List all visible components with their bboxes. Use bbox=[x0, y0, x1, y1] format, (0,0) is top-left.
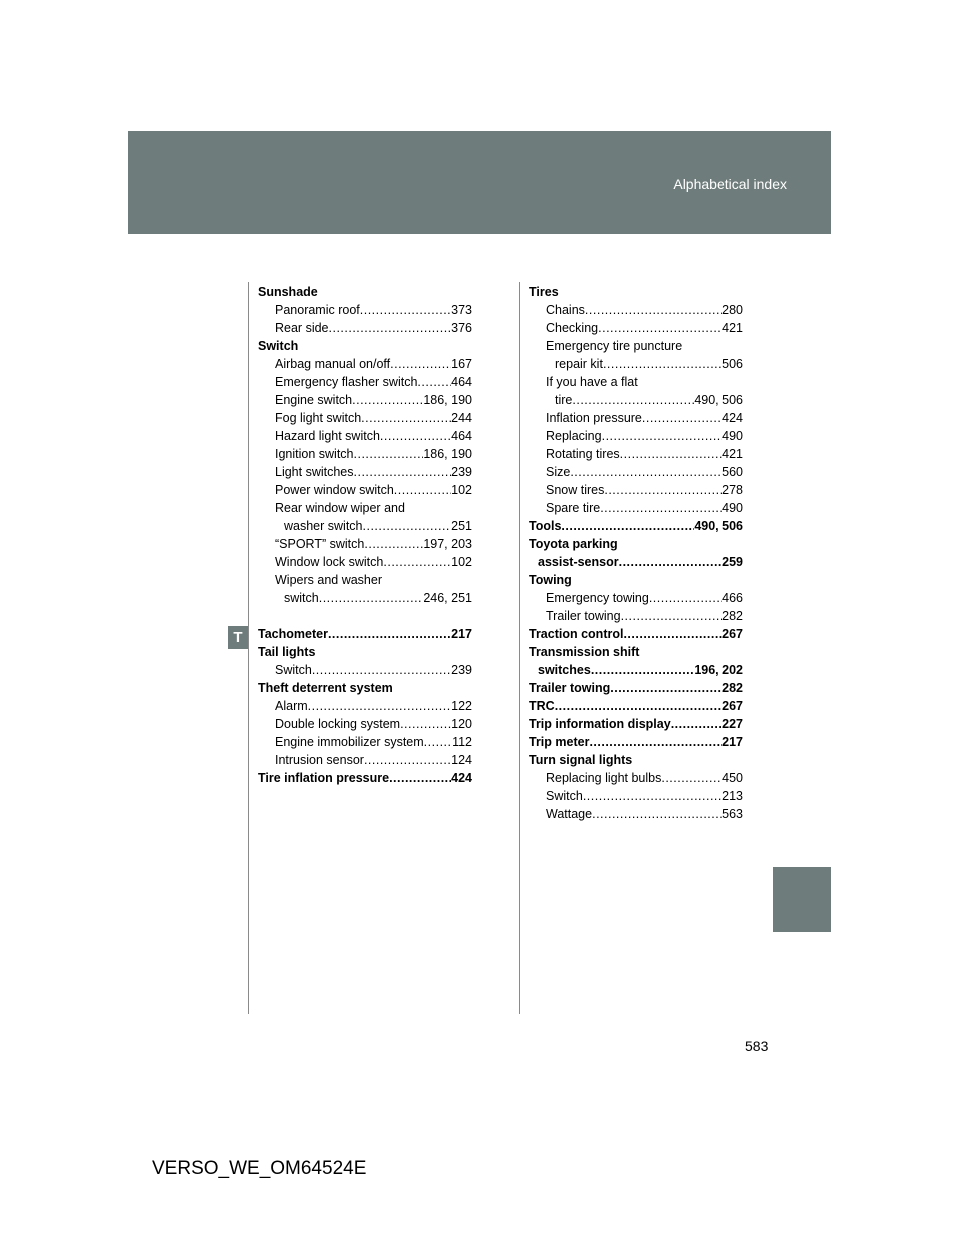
index-column-right bbox=[529, 283, 743, 823]
index-entry: Switch ..... 213 bbox=[529, 787, 743, 805]
divider-middle bbox=[519, 282, 520, 1014]
index-entry: Trailer towing ..... 282 bbox=[529, 679, 743, 697]
index-entry: Size ..... 560 bbox=[529, 463, 743, 481]
header-band bbox=[128, 131, 831, 234]
index-entry: Trip information display ..... 227 bbox=[529, 715, 743, 733]
index-heading: Turn signal lights bbox=[529, 753, 633, 767]
index-entry: Snow tires ..... 278 bbox=[529, 481, 743, 499]
index-entry: Tools ..... 490, 506 bbox=[529, 517, 743, 535]
index-heading: Switch bbox=[258, 339, 299, 353]
divider-left bbox=[248, 282, 249, 1014]
thumb-tab bbox=[773, 867, 831, 932]
index-entry: Light switches ..... 239 bbox=[258, 463, 472, 481]
index-entry-line: Rear window wiper and bbox=[275, 501, 405, 515]
index-entry: Panoramic roof ..... 373 bbox=[258, 301, 472, 319]
index-entry: Double locking system ..... 120 bbox=[258, 715, 472, 733]
index-entry: assist-sensor ..... 259 bbox=[529, 553, 743, 571]
index-entry: Hazard light switch ..... 464 bbox=[258, 427, 472, 445]
index-heading: Tires bbox=[529, 285, 559, 299]
index-entry: Trip meter ..... 217 bbox=[529, 733, 743, 751]
index-entry: Inflation pressure ..... 424 bbox=[529, 409, 743, 427]
index-entry: Ignition switch ..... 186, 190 bbox=[258, 445, 472, 463]
index-entry: Emergency towing ..... 466 bbox=[529, 589, 743, 607]
index-entry: repair kit ..... 506 bbox=[529, 355, 743, 373]
index-entry: “SPORT” switch ..... 197, 203 bbox=[258, 535, 472, 553]
index-entry: Switch ..... 239 bbox=[258, 661, 472, 679]
index-heading: Sunshade bbox=[258, 285, 318, 299]
document-code: VERSO_WE_OM64524E bbox=[152, 1158, 367, 1179]
index-entry-line: If you have a flat bbox=[546, 375, 638, 389]
index-heading: Theft deterrent system bbox=[258, 681, 393, 695]
index-entry: Power window switch ..... 102 bbox=[258, 481, 472, 499]
index-entry: Checking ..... 421 bbox=[529, 319, 743, 337]
index-entry: switch ..... 246, 251 bbox=[258, 589, 472, 607]
index-entry: Airbag manual on/off ..... 167 bbox=[258, 355, 472, 373]
index-entry: Intrusion sensor ..... 124 bbox=[258, 751, 472, 769]
index-entry: Alarm ..... 122 bbox=[258, 697, 472, 715]
index-entry: Fog light switch ..... 244 bbox=[258, 409, 472, 427]
index-entry: TRC ..... 267 bbox=[529, 697, 743, 715]
index-heading: Tail lights bbox=[258, 645, 316, 659]
index-entry: Tachometer ..... 217 bbox=[258, 625, 472, 643]
index-entry: switches ..... 196, 202 bbox=[529, 661, 743, 679]
index-heading: Towing bbox=[529, 573, 572, 587]
letter-tab: T bbox=[228, 626, 248, 649]
index-entry: Spare tire ..... 490 bbox=[529, 499, 743, 517]
index-entry-line: Transmission shift bbox=[529, 645, 640, 659]
index-entry: Wattage ..... 563 bbox=[529, 805, 743, 823]
index-entry: Trailer towing ..... 282 bbox=[529, 607, 743, 625]
page-number: 583 bbox=[745, 1038, 769, 1054]
index-entry: Engine switch ..... 186, 190 bbox=[258, 391, 472, 409]
section-title: Alphabetical index bbox=[673, 176, 787, 192]
index-entry: Chains ..... 280 bbox=[529, 301, 743, 319]
index-entry-line: Emergency tire puncture bbox=[546, 339, 683, 353]
index-entry: Engine immobilizer system ..... 112 bbox=[258, 733, 472, 751]
index-entry: Traction control ..... 267 bbox=[529, 625, 743, 643]
index-entry-line: Wipers and washer bbox=[275, 573, 382, 587]
index-entry-line: Toyota parking bbox=[529, 537, 618, 551]
index-column-left bbox=[258, 283, 472, 787]
index-entry: tire ..... 490, 506 bbox=[529, 391, 743, 409]
index-entry: Window lock switch ..... 102 bbox=[258, 553, 472, 571]
index-entry: Rotating tires ..... 421 bbox=[529, 445, 743, 463]
index-entry: Emergency flasher switch ..... 464 bbox=[258, 373, 472, 391]
index-entry: Replacing ..... 490 bbox=[529, 427, 743, 445]
index-entry: Tire inflation pressure ..... 424 bbox=[258, 769, 472, 787]
index-entry: Rear side ..... 376 bbox=[258, 319, 472, 337]
index-entry: washer switch ..... 251 bbox=[258, 517, 472, 535]
index-entry: Replacing light bulbs ..... 450 bbox=[529, 769, 743, 787]
